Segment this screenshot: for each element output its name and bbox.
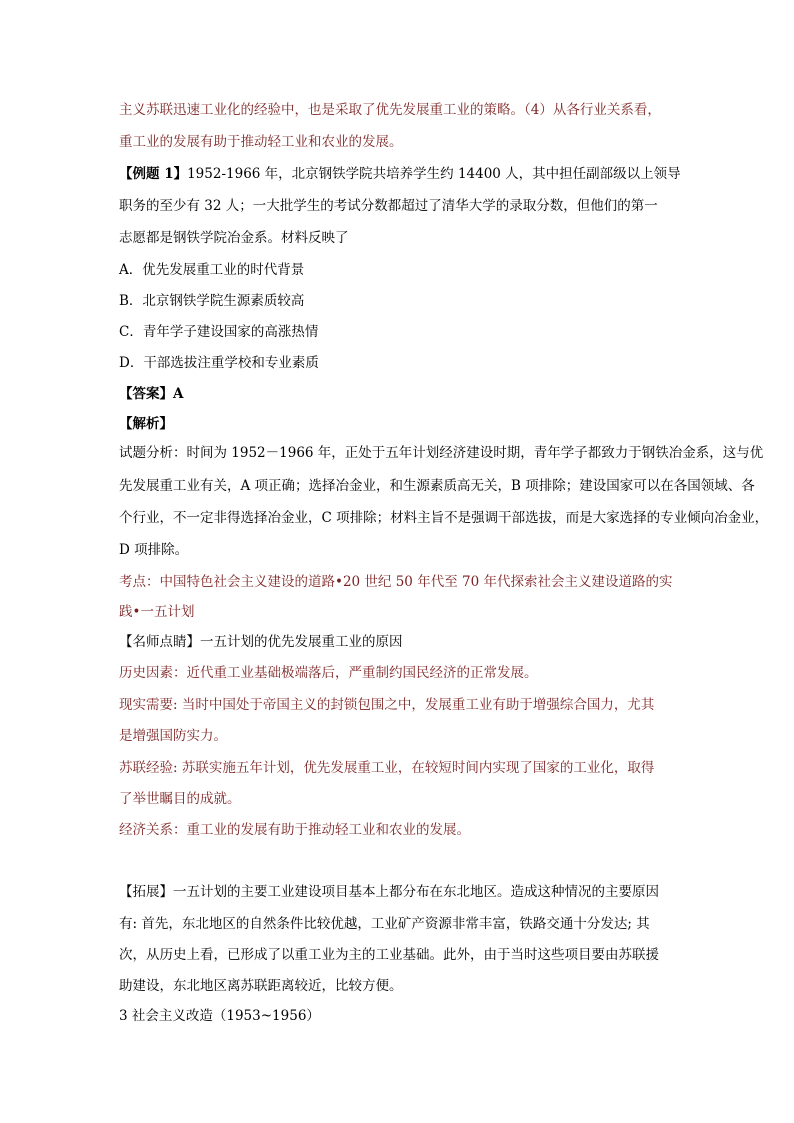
tips-line-4: 苏联经验: 苏联实施五年计划，优先发展重工业，在较短时间内实现了国家的工业化，取得	[119, 760, 655, 776]
example-question-line-1	[119, 165, 681, 183]
option-c: C．青年学子建设国家的高涨热情	[119, 324, 319, 340]
analysis-line-4: D 项排除。	[119, 542, 189, 558]
analysis-line-1: 试题分析：时间为 1952－1966 年，正处于五年计划经济建设时期，青年学子都致力于钢铁冶金系，这与优	[119, 445, 764, 461]
extension-line-1: 【拓展】一五计划的主要工业建设项目基本上都分布在东北地区。造成这种情况的主要原因	[119, 884, 659, 900]
extension-line-2: 有: 首先，东北地区的自然条件比较优越，工业矿产资源非常丰富，铁路交通十分发达; 其	[119, 916, 650, 932]
tips-line-5: 了举世瞩目的成就。	[119, 791, 241, 807]
kaodian-line-2: 践•一五计划	[119, 604, 195, 620]
answer: 【答案】A	[119, 386, 184, 402]
tips-title: 【名师点睛】一五计划的优先发展重工业的原因	[119, 634, 403, 650]
tips-line-1: 历史因素：近代重工业基础极端落后，严重制约国民经济的正常发展。	[119, 665, 538, 681]
example-question-line-3: 志愿都是钢铁学院冶金系。材料反映了	[119, 230, 349, 246]
option-a: A．优先发展重工业的时代背景	[119, 262, 305, 278]
tips-line-3: 是增强国防实力。	[119, 728, 227, 744]
extension-line-3: 次，从历史上看，已形成了以重工业为主的工业基础。此外，由于当时这些项目要由苏联援	[119, 947, 659, 963]
analysis-tag: 【解析】	[119, 416, 173, 432]
example-tag: 【例题 1】	[119, 166, 188, 182]
kaodian-line-1: 考点：中国特色社会主义建设的道路•20 世纪 50 年代至 70 年代探索社会主义建设道路的实	[119, 574, 673, 590]
example-question-text: 1952-1966 年，北京钢铁学院共培养学生约 14400 人，其中担任副部级以上领导	[187, 166, 681, 182]
intro-line-2: 重工业的发展有助于推动轻工业和农业的发展。	[119, 134, 403, 150]
intro-line-1: 主义苏联迅速工业化的经验中，也是采取了优先发展重工业的策略。（4）从各行业关系看，	[119, 102, 661, 118]
option-d: D．干部选拔注重学校和专业素质	[119, 355, 319, 371]
example-question-line-2: 职务的至少有 32 人；一大批学生的考试分数都超过了清华大学的录取分数，但他们的第一	[119, 198, 658, 214]
analysis-line-3: 个行业，不一定非得选择冶金业，C 项排除；材料主旨不是强调干部选拔，而是大家选择的专业倾向冶金业，	[119, 510, 769, 526]
analysis-line-2: 先发展重工业有关，A 项正确；选择冶金业，和生源素质高无关，B 项排除；建设国家可以在各国领域、各	[119, 478, 755, 494]
extension-line-4: 助建设，东北地区离苏联距离较近，比较方便。	[119, 978, 403, 994]
tips-line-2: 现实需要: 当时中国处于帝国主义的封锁包围之中，发展重工业有助于增强综合国力，尤其	[119, 697, 655, 713]
option-b: B．北京钢铁学院生源素质较高	[119, 293, 305, 309]
section-heading: 3 社会主义改造（1953~1956）	[119, 1008, 320, 1024]
tips-line-6: 经济关系：重工业的发展有助于推动轻工业和农业的发展。	[119, 822, 470, 838]
